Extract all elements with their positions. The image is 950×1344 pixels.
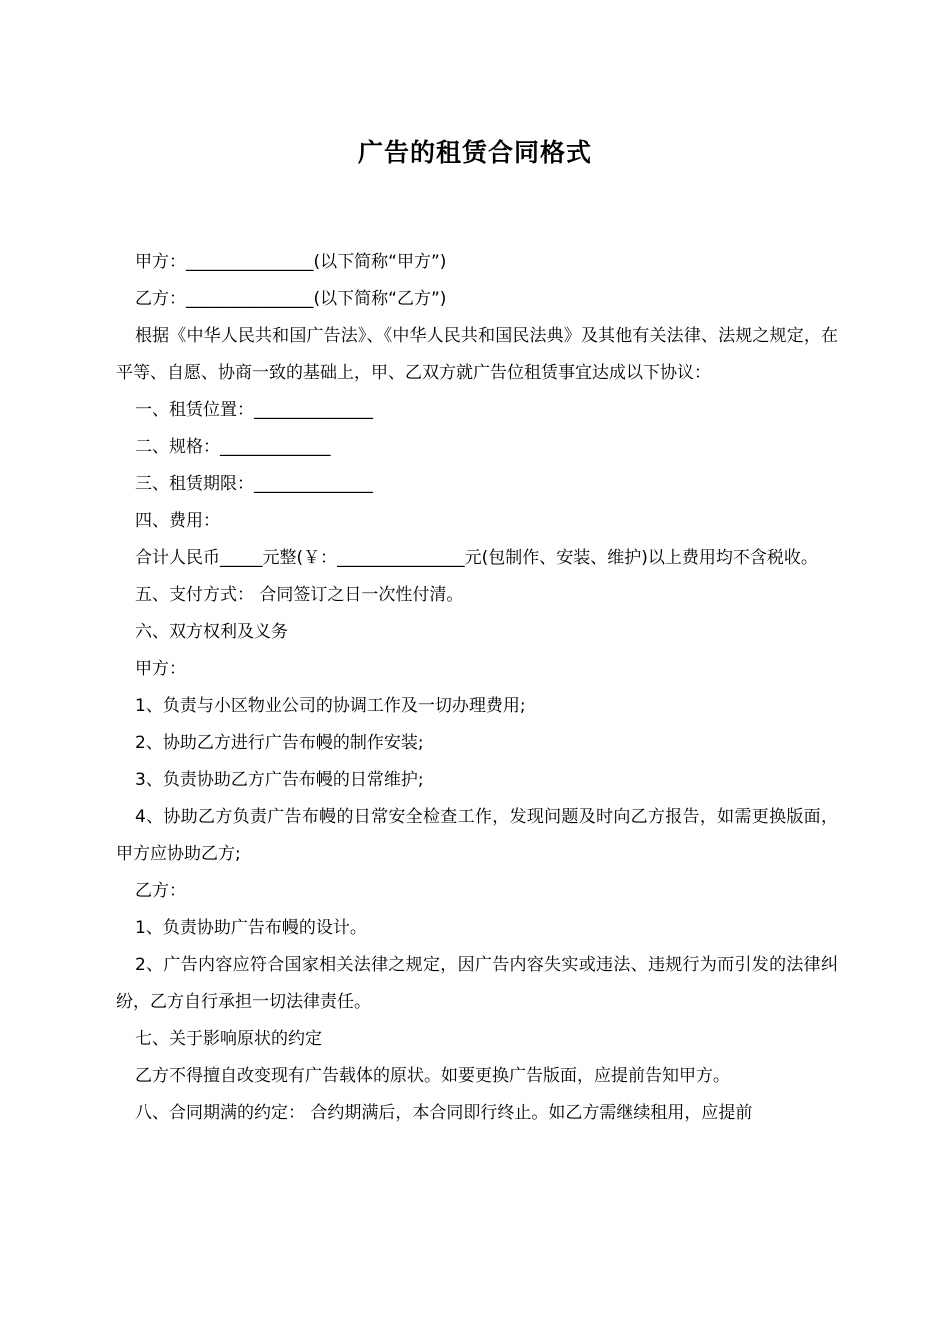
preamble-paragraph: 根据《中华人民共和国广告法》、《中华人民共和国民法典》及其他有关法律、法规之规定，在平等、自愿、协商一致的基础上，甲、乙双方就广告位租赁事宜达成以下协议： (116, 326, 838, 383)
party-a-item-2: 2、协助乙方进行广告布幔的制作安装; (135, 733, 424, 753)
clause-fees-heading: 四、费用： (135, 511, 220, 531)
party-b-item-1: 1、负责协助广告布幔的设计。 (135, 918, 367, 938)
clause-original-state-text: 乙方不得擅自改变现有广告载体的原状。如要更换广告版面，应提前告知甲方。 (135, 1066, 730, 1086)
clause-payment: 五、支付方式： 合同签订之日一次性付清。 (135, 585, 464, 605)
document-title: 广告的租赁合同格式 (357, 138, 592, 167)
party-b-line: 乙方：_______________(以下简称“乙方”) (135, 289, 447, 309)
party-a-item-3: 3、负责协助乙方广告布幔的日常维护; (135, 770, 424, 790)
clause-specification: 二、规格：_____________ (135, 437, 331, 457)
party-a-item-1: 1、负责与小区物业公司的协调工作及一切办理费用; (135, 696, 526, 716)
party-b-subheading: 乙方： (135, 881, 186, 901)
clause-fees-amount: 合计人民币_____元整(￥：_______________元(包制作、安装、维护)以上费用均不含税收。 (135, 548, 818, 568)
clause-expiry: 八、合同期满的约定： 合约期满后，本合同即行终止。如乙方需继续租用，应提前 (135, 1103, 753, 1123)
clause-location: 一、租赁位置：______________ (135, 400, 373, 420)
clause-rights-heading: 六、双方权利及义务 (135, 622, 288, 642)
party-a-item-4: 4、协助乙方负责广告布幔的日常安全检查工作，发现问题及时向乙方报告，如需更换版面，甲方应协助乙方; (116, 807, 838, 864)
clause-lease-term: 三、租赁期限：______________ (135, 474, 373, 494)
clause-original-state-heading: 七、关于影响原状的约定 (135, 1029, 322, 1049)
party-b-item-2: 2、广告内容应符合国家相关法律之规定，因广告内容失实或违法、违规行为而引发的法律纠纷，乙方自行承担一切法律责任。 (116, 955, 838, 1012)
party-a-line: 甲方：_______________(以下简称“甲方”) (135, 252, 447, 272)
party-a-subheading: 甲方： (135, 659, 186, 679)
document-body (116, 244, 838, 1132)
